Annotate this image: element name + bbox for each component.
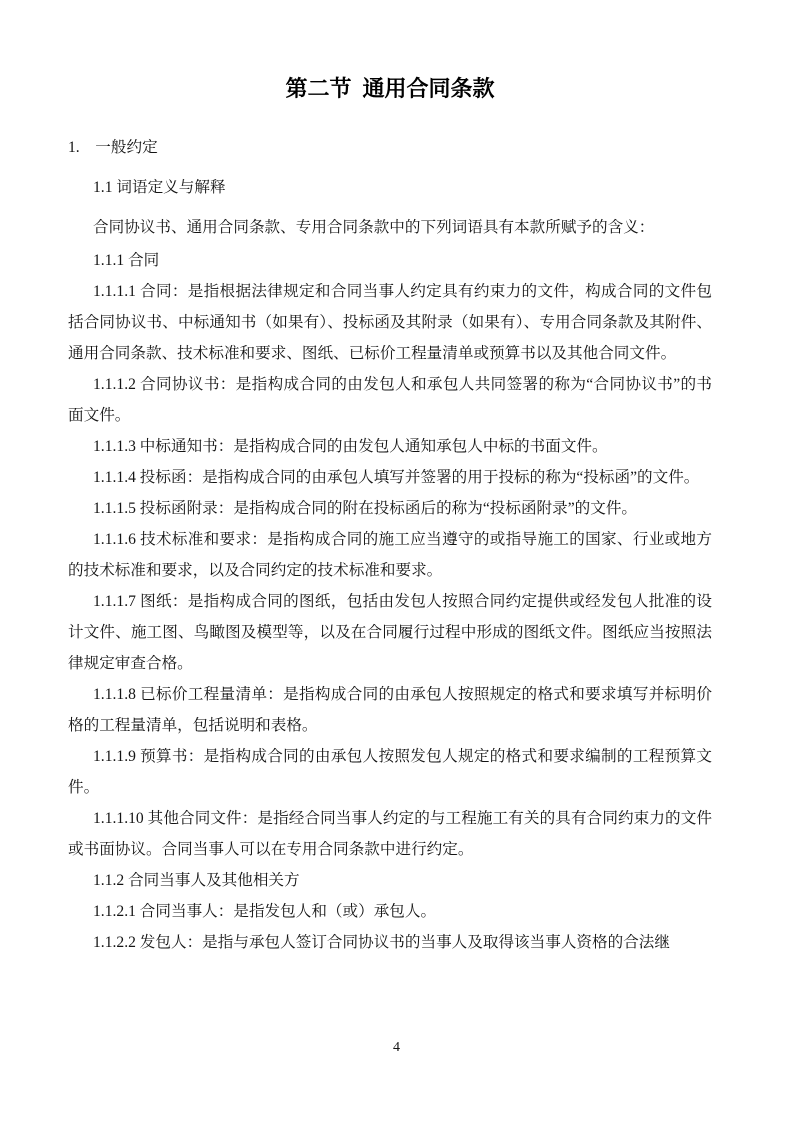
- paragraph-clause-1-1-2-2: 1.1.2.2 发包人：是指与承包人签订合同协议书的当事人及取得该当事人资格的合法继: [93, 934, 670, 951]
- paragraph-clause-1-1-1-10: 1.1.1.10 其他合同文件：是指经合同当事人约定的与工程施工有关的具有合同约束力的文件或书面协议。合同当事人可以在专用合同条款中进行约定。: [68, 810, 712, 858]
- paragraph-clause-1-1-1-1: 1.1.1.1 合同：是指根据法律规定和合同当事人约定具有约束力的文件，构成合同的文件包括合同协议书、中标通知书（如果有）、投标函及其附录（如果有）、专用合同条款及其附件、通用合同条款、技术标准和要求、图纸、已标价工程量清单或预算书以及其他合同文件。: [68, 283, 712, 362]
- paragraph-clause-1-1-1: 1.1.1 合同: [93, 252, 160, 269]
- paragraph-clause-1-1-1-7: 1.1.1.7 图纸：是指构成合同的图纸，包括由发包人按照合同约定提供或经发包人批准的设计文件、施工图、鸟瞰图及模型等，以及在合同履行过程中形成的图纸文件。图纸应当按照法律规定审查合格。: [68, 593, 712, 672]
- paragraph-clause-1-1-2: 1.1.2 合同当事人及其他相关方: [93, 872, 300, 889]
- paragraph-clause-1-1-1-2: 1.1.1.2 合同协议书：是指构成合同的由发包人和承包人共同签署的称为“合同协议书”的书面文件。: [68, 376, 712, 424]
- paragraph-intro: 合同协议书、通用合同条款、专用合同条款中的下列词语具有本款所赋予的含义：: [93, 219, 655, 236]
- paragraph-clause-1-1-1-3: 1.1.1.3 中标通知书：是指构成合同的由发包人通知承包人中标的书面文件。: [93, 438, 608, 455]
- page-number: 4: [393, 1040, 400, 1055]
- document-title: 第二节 通用合同条款: [285, 76, 495, 101]
- paragraph-section-1: 1. 一般约定: [68, 139, 158, 156]
- paragraph-clause-1-1: 1.1 词语定义与解释: [93, 179, 226, 196]
- paragraph-clause-1-1-1-5: 1.1.1.5 投标函附录：是指构成合同的附在投标函后的称为“投标函附录”的文件。: [93, 500, 638, 517]
- content-area: [68, 72, 712, 958]
- paragraph-clause-1-1-1-4: 1.1.1.4 投标函：是指构成合同的由承包人填写并签署的用于投标的称为“投标函”的文件。: [93, 469, 700, 486]
- paragraph-clause-1-1-1-9: 1.1.1.9 预算书：是指构成合同的由承包人按照发包人规定的格式和要求编制的工程预算文件。: [68, 748, 712, 796]
- paragraph-clause-1-1-2-1: 1.1.2.1 合同当事人：是指发包人和（或）承包人。: [93, 903, 437, 920]
- paragraph-clause-1-1-1-6: 1.1.1.6 技术标准和要求：是指构成合同的施工应当遵守的或指导施工的国家、行业或地方的技术标准和要求，以及合同约定的技术标准和要求。: [68, 531, 712, 579]
- paragraph-clause-1-1-1-8: 1.1.1.8 已标价工程量清单：是指构成合同的由承包人按照规定的格式和要求填写并标明价格的工程量清单，包括说明和表格。: [68, 686, 712, 734]
